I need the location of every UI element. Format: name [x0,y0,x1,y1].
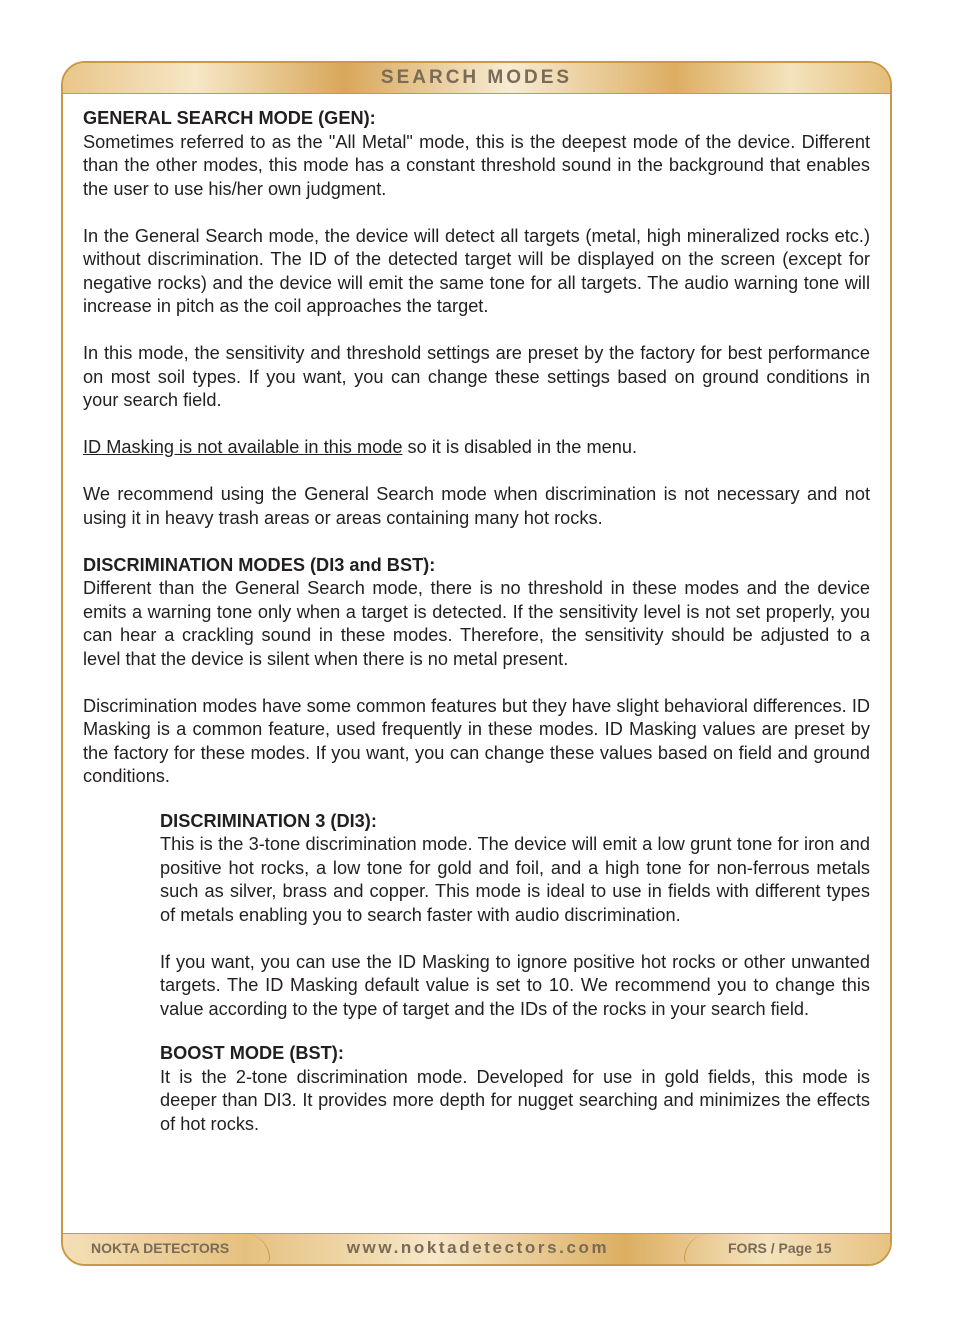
paragraph: If you want, you can use the ID Masking to ignore positive hot rocks or other unwanted targets. The ID Masking default value is set to 10. We recommend you to change this value according to the type of target and the IDs of the rocks in your search field. [160,951,870,1019]
footer-bar [63,1233,890,1264]
footer-page-number: FORS / Page 15 [684,1234,890,1264]
paragraph: In this mode, the sensitivity and threshold settings are preset by the factory for best performance on most soil types. If you want, you can change these settings based on ground conditions in your search field. [83,343,870,410]
footer-brand: NOKTA DETECTORS [63,1234,270,1264]
paragraph [83,436,870,460]
page-title: SEARCH MODES [380,67,573,88]
paragraph: In the General Search mode, the device will detect all targets (metal, high mineralized rocks etc.) without discrimination. The ID of the detected target will be displayed on the screen (except for negative rocks) and the device will emit the same tone for all targets. The audio warning tone will increase in pitch as the coil approaches the target. [83,225,870,316]
paragraph: It is the 2-tone discrimination mode. Developed for use in gold fields, this mode is deeper than DI3. It provides more depth for nugget searching and minimizes the effects of hot rocks. [160,1066,870,1134]
footer-website-link[interactable]: www.noktadetectors.com [346,1238,610,1257]
paragraph: Different than the General Search mode, there is no threshold in these modes and the device emits a warning tone only when a target is detected. If the sensitivity level is not set properly, you can hear a crackling sound in these modes. Therefore, the sensitivity should be adjusted to a level that the device is silent when there is no metal present. [83,578,870,669]
header-bar [63,63,890,94]
di3-section [160,810,870,1022]
subsection-heading-di3: DISCRIMINATION 3 (DI3): [160,810,377,831]
section-heading-disc: DISCRIMINATION MODES (DI3 and BST): [83,554,436,575]
general-search-section [83,107,870,530]
discrimination-section [83,554,870,789]
paragraph: This is the 3-tone discrimination mode. The device will emit a low grunt tone for iron and positive hot rocks, a low tone for gold and foil, and a high tone for non-ferrous metals such as silver, brass and copper. This mode is ideal to use in fields with different types of metals enabling you to search faster with audio discrimination. [160,834,870,925]
subsection-heading-bst: BOOST MODE (BST): [160,1043,344,1063]
paragraph: Discrimination modes have some common features but they have slight behavioral differences. ID Masking is a common feature, used frequently in these modes. ID Masking values are preset by the factory for these modes. If you want, you can change these values based on field and ground conditions. [83,695,870,786]
underlined-note: ID Masking is not available in this mode [83,437,403,457]
bst-section [160,1042,870,1136]
page-frame [61,61,892,1266]
note-rest: so it is disabled in the menu. [402,437,637,457]
paragraph: We recommend using the General Search mode when discrimination is not necessary and not using it in heavy trash areas or areas containing many hot rocks. [83,484,870,528]
main-content [83,107,870,1160]
section-heading-gen: GENERAL SEARCH MODE (GEN): [83,108,376,128]
paragraph: Sometimes referred to as the "All Metal" mode, this is the deepest mode of the device. Different than the other modes, this mode has a constant threshold sound in the background that enables the user to use his/her own judgment. [83,131,870,199]
